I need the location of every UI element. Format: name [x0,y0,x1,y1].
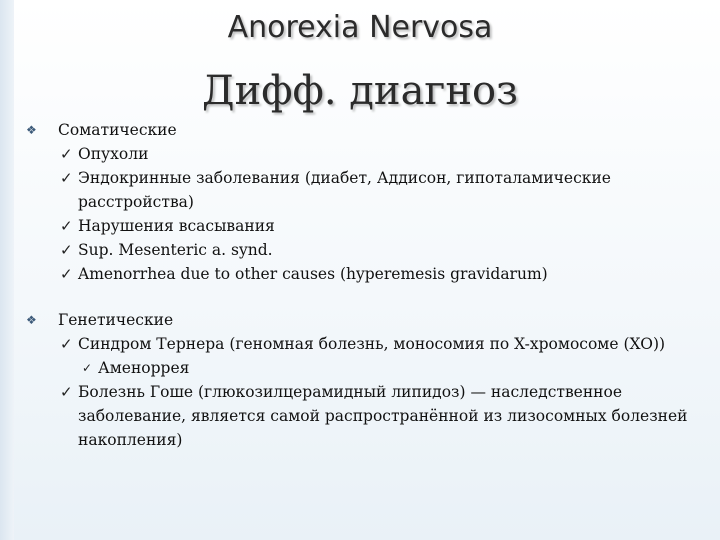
slide-content [26,118,706,452]
checkmark-icon: ✓ [82,361,93,375]
diamond-bullet-icon: ❖ [26,123,37,137]
checkmark-icon: ✓ [60,335,73,353]
slide-subtitle: Дифф. диагноз [202,68,518,114]
list-item: ✓ Опухоли [26,142,706,166]
list-item: ✓ Sup. Mesenteric a. synd. [26,238,706,262]
list-item: ✓ Синдром Тернера (геномная болезнь, моносомия по X-хромосоме (XO)) [26,332,706,356]
sub-list-item: ✓ Аменоррея [26,356,706,380]
checkmark-icon: ✓ [60,145,73,163]
checkmark-icon: ✓ [60,383,73,401]
section-spacer [26,286,706,308]
list-item: ✓ Amenorrhea due to other causes (hyperemesis gravidarum) [26,262,706,286]
list-item: ✓ Болезнь Гоше (глюкозилцерамидный липидоз) — наследственное заболевание, является самой распространённой из лизосомных болезней накопления) [26,380,706,452]
section-heading-genetic: ❖ Генетические [26,308,706,332]
checkmark-icon: ✓ [60,169,73,187]
section-heading-somatic: ❖ Соматические [26,118,706,142]
diamond-bullet-icon: ❖ [26,313,37,327]
checkmark-icon: ✓ [60,265,73,283]
list-item: ✓ Нарушения всасывания [26,214,706,238]
checkmark-icon: ✓ [60,241,73,259]
slide-title: Anorexia Nervosa [227,10,493,45]
list-item: ✓ Эндокринные заболевания (диабет, Аддисон, гипоталамические расстройства) [26,166,706,214]
checkmark-icon: ✓ [60,217,73,235]
